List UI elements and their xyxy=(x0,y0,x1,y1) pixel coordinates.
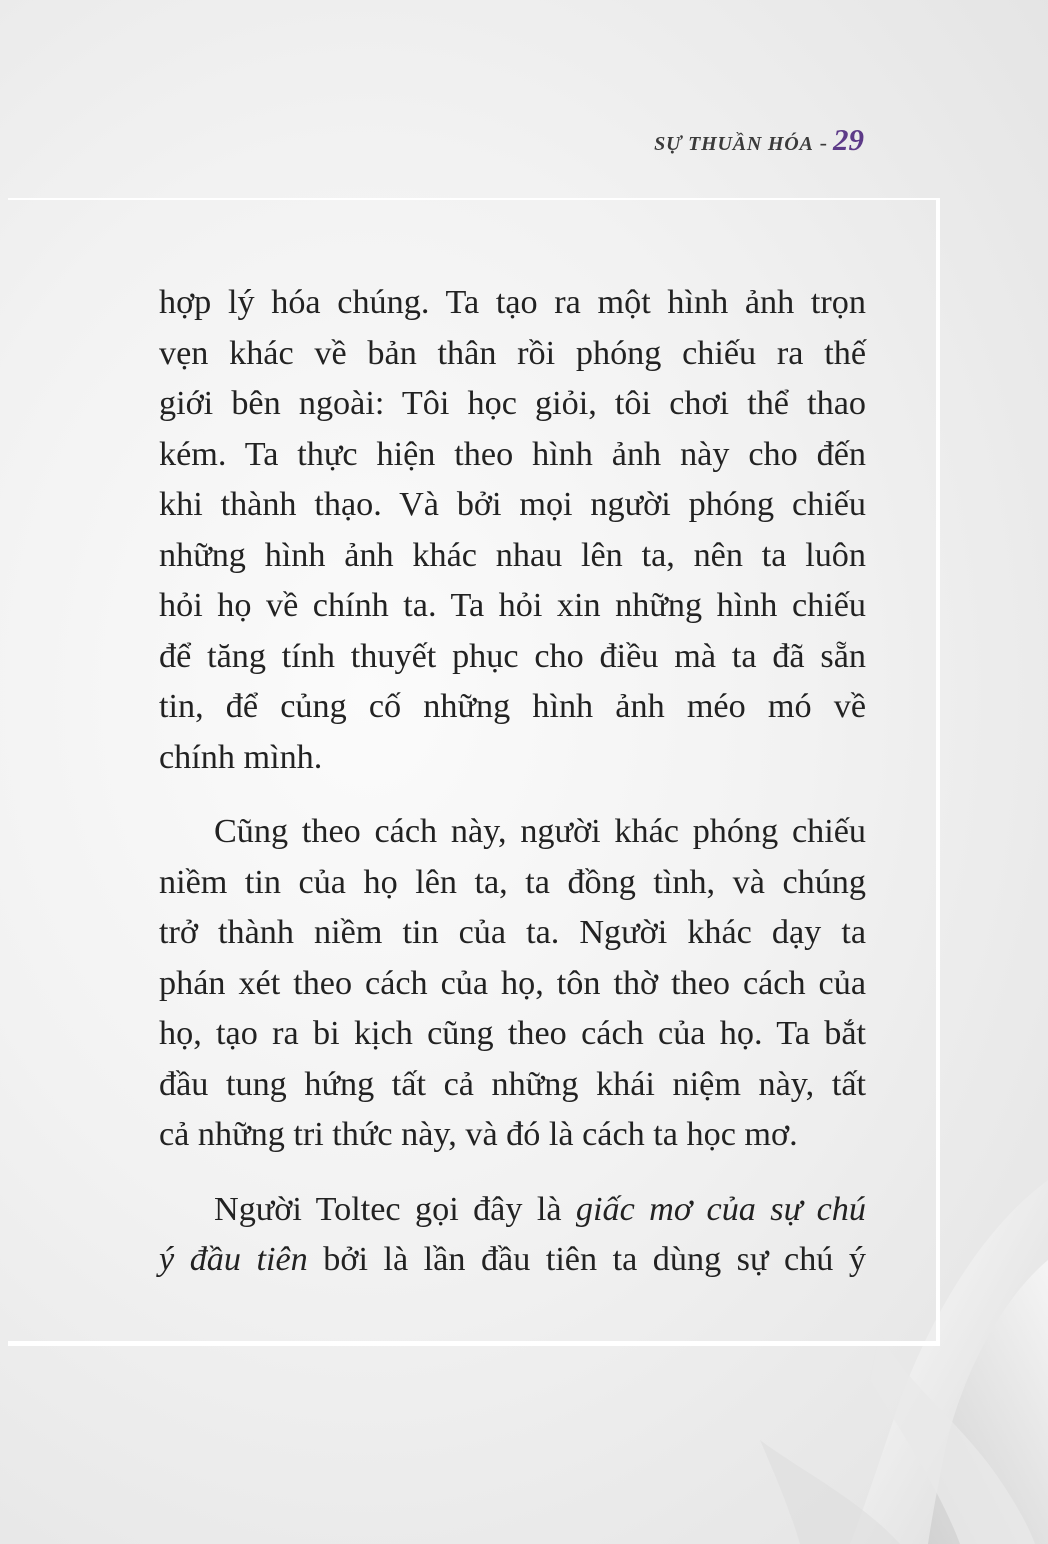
text-line: để tăng tính thuyết phục cho điều mà ta đã sẵn xyxy=(159,637,866,675)
text-line: tin, để củng cố những hình ảnh méo mó về xyxy=(159,688,866,725)
text-line: họ, tạo ra bi kịch cũng theo cách của họ. Ta bắt xyxy=(159,1015,866,1052)
text-line: giới bên ngoài: Tôi học giỏi, tôi chơi thể thao xyxy=(159,385,866,422)
page-number: 29 xyxy=(833,122,864,157)
text-line: khi thành thạo. Và bởi mọi người phóng chiếu xyxy=(159,486,866,523)
text-run: Người Toltec gọi đây là xyxy=(214,1190,576,1228)
italic-text: giấc mơ của sự chú xyxy=(575,1190,866,1228)
text-line: phán xét theo cách của họ, tôn thờ theo cách của xyxy=(159,964,866,1002)
text-line xyxy=(159,1185,866,1236)
text-run: bởi là lần đầu tiên ta dùng sự chú ý xyxy=(307,1241,866,1278)
text-line: cả những tri thức này, và đó là cách ta học mơ. xyxy=(159,1116,798,1153)
text-line xyxy=(159,1235,866,1286)
text-line: kém. Ta thực hiện theo hình ảnh này cho đến xyxy=(159,435,866,473)
running-title: SỰ THUẦN HÓA xyxy=(654,133,814,155)
text-line: những hình ảnh khác nhau lên ta, nên ta luôn xyxy=(159,536,866,574)
text-line: chính mình. xyxy=(159,738,323,776)
header-separator: - xyxy=(819,130,827,155)
paragraph xyxy=(159,807,866,1161)
text-line: niềm tin của họ lên ta, ta đồng tình, và chúng xyxy=(159,863,866,901)
italic-text: ý đầu tiên xyxy=(159,1241,308,1278)
text-line: hỏi họ về chính ta. Ta hỏi xin những hình chiếu xyxy=(159,587,866,624)
text-line: Cũng theo cách này, người khác phóng chiếu xyxy=(214,813,866,850)
text-line: đầu tung hứng tất cả những khái niệm này, tất xyxy=(159,1065,866,1103)
paragraph xyxy=(159,1185,866,1286)
text-line: trở thành niềm tin của ta. Người khác dạy ta xyxy=(159,914,866,951)
text-line: vẹn khác về bản thân rồi phóng chiếu ra thế xyxy=(159,334,866,372)
text-line: hợp lý hóa chúng. Ta tạo ra một hình ảnh trọn xyxy=(159,284,866,321)
body-text xyxy=(159,278,866,1286)
running-header xyxy=(654,122,864,158)
paragraph xyxy=(159,278,866,783)
